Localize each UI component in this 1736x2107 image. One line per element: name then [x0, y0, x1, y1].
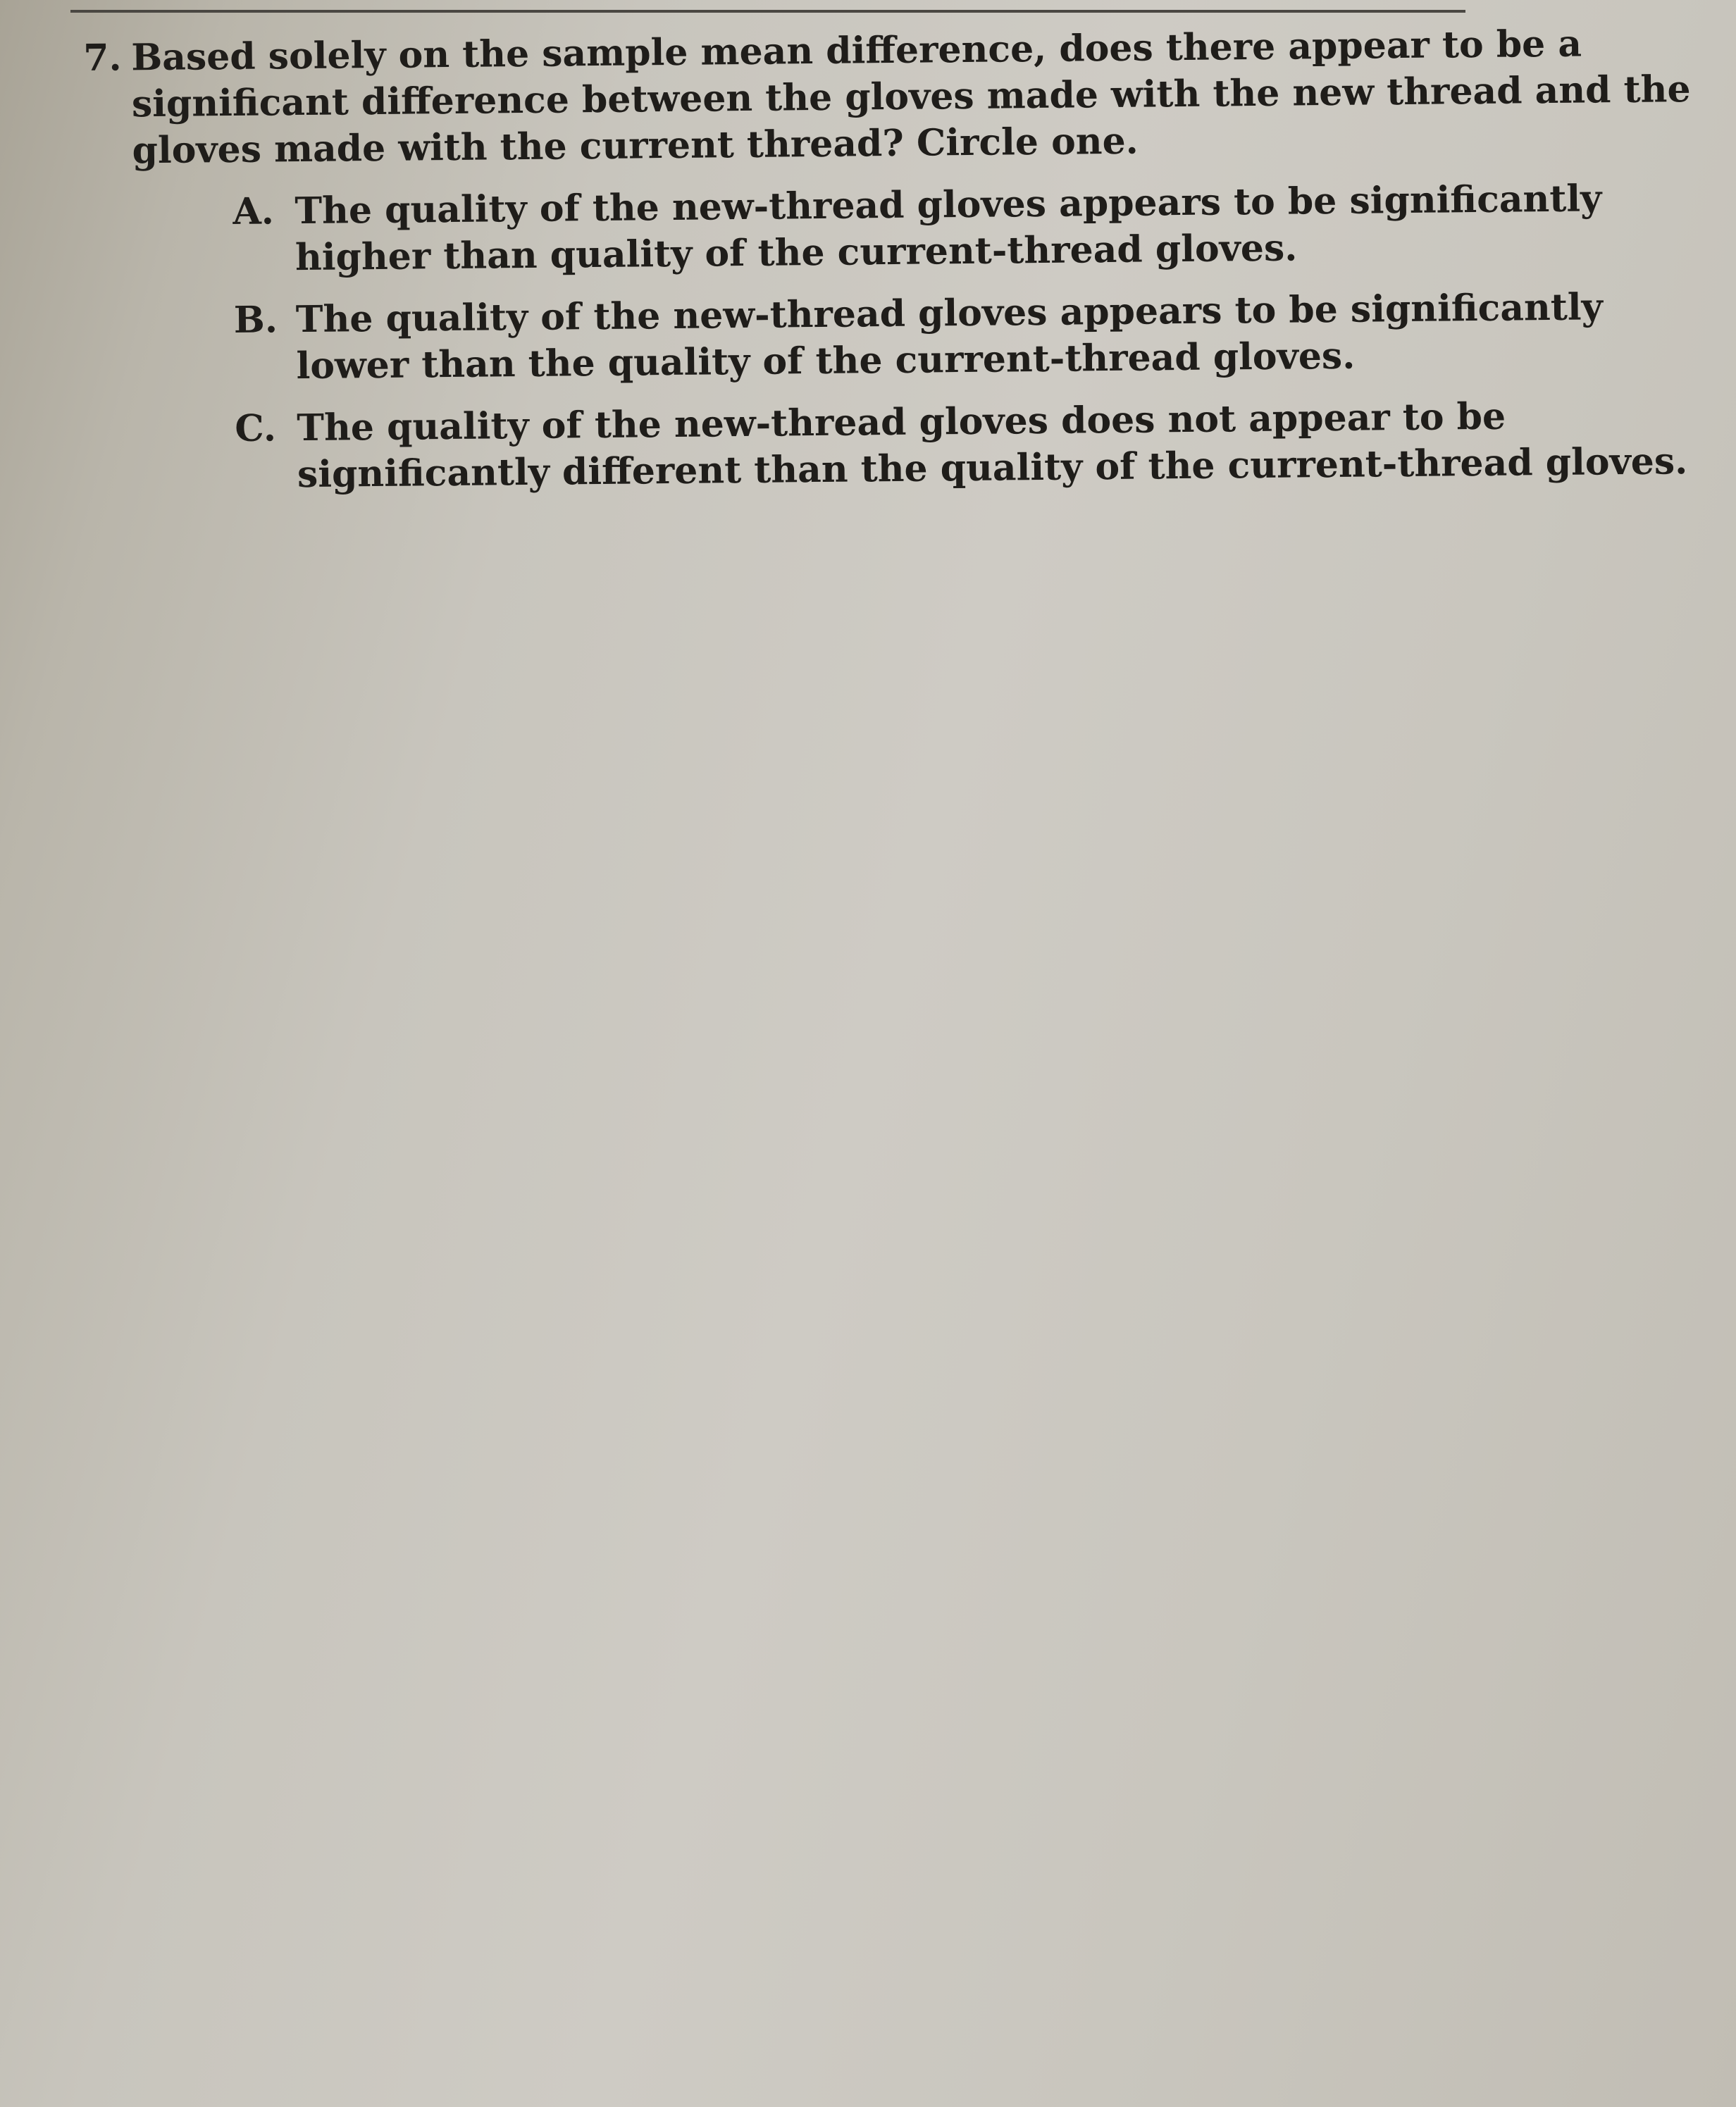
question-stem — [83, 20, 1698, 175]
question-text: Based solely on the sample mean difference, does there appear to be a significant difference between the gloves made with the new thread and the gloves made with the current thread? Circle one. — [131, 22, 1691, 173]
question-number: 7. — [83, 36, 122, 80]
choice-c[interactable] — [235, 392, 1701, 499]
answer-choices — [232, 175, 1701, 499]
choice-b-text: The quality of the new-thread gloves appears to be significantly lower than the quality of the current-thread gloves. — [295, 285, 1604, 388]
choice-a-letter: A. — [232, 189, 275, 233]
choice-b[interactable] — [234, 283, 1700, 390]
choice-c-letter: C. — [235, 406, 277, 450]
question-7 — [83, 20, 1701, 516]
choice-c-text: The quality of the new-thread gloves does not appear to be significantly different than the quality of the current-thread gloves. — [297, 394, 1688, 497]
choice-a[interactable] — [232, 175, 1699, 282]
choice-a-text: The quality of the new-thread gloves appears to be significantly higher than quality of the current-thread gloves. — [294, 177, 1602, 280]
top-rule-divider — [70, 0, 1465, 13]
choice-b-letter: B. — [233, 298, 278, 342]
